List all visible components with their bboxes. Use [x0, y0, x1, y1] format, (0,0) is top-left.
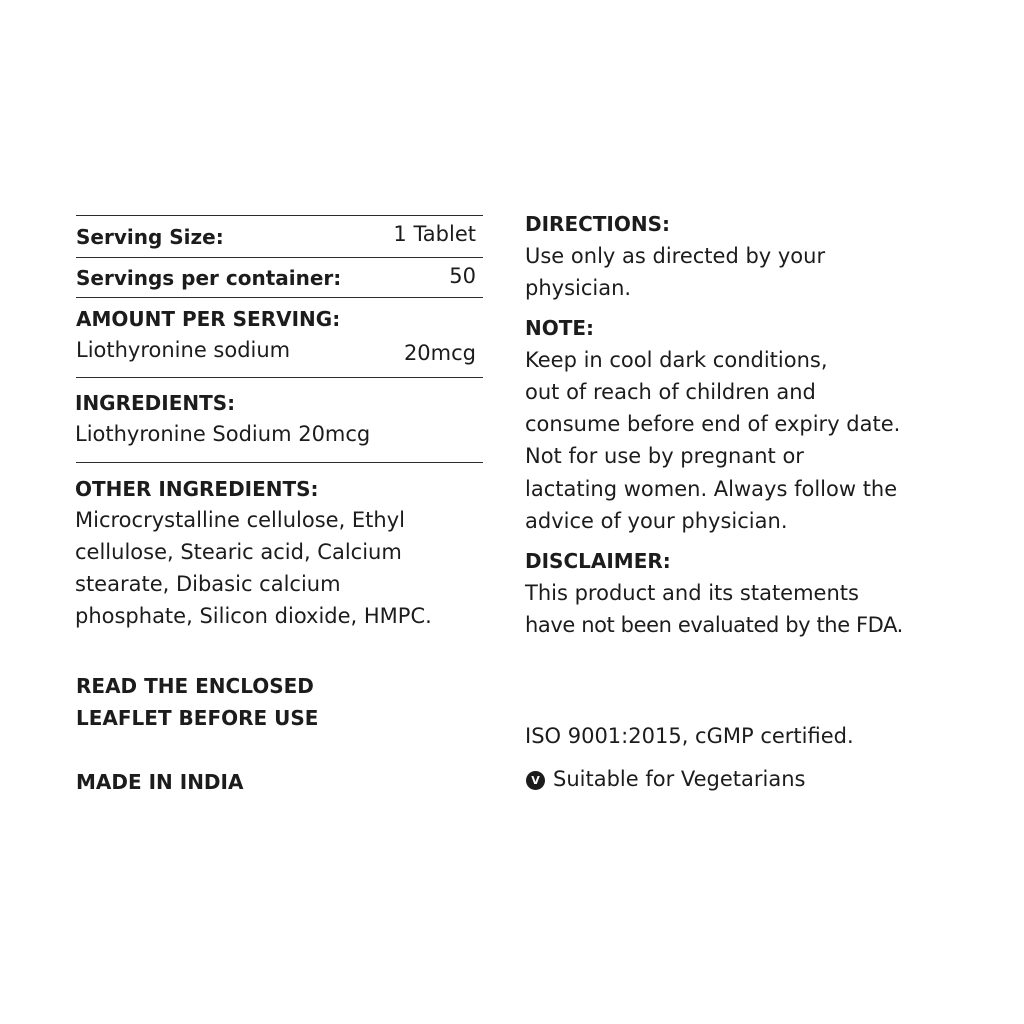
- disclaimer-line: have not been evaluated by the FDA.: [525, 613, 903, 637]
- disclaimer-heading: DISCLAIMER:: [525, 549, 671, 573]
- directions-line: Use only as directed by your: [525, 244, 826, 268]
- vegetarian-icon: V: [526, 771, 545, 790]
- other-ingredients-line: phosphate, Silicon dioxide, HMPC.: [75, 604, 432, 628]
- leaflet-notice-line: LEAFLET BEFORE USE: [76, 706, 319, 730]
- note-line: Keep in cool dark conditions,: [525, 348, 828, 372]
- amount-item-value: 20mcg: [403, 341, 476, 365]
- amount-item-name: Liothyronine sodium: [76, 338, 291, 362]
- note-line: lactating women. Always follow the: [525, 477, 898, 501]
- made-in-india: MADE IN INDIA: [76, 770, 244, 794]
- note-line: advice of your physician.: [525, 509, 788, 533]
- note-line: out of reach of children and: [525, 380, 816, 404]
- servings-per-container-value: 50: [449, 264, 476, 288]
- note-line: Not for use by pregnant or: [525, 444, 804, 468]
- ingredients-rule: [76, 462, 483, 463]
- note-heading: NOTE:: [525, 316, 595, 340]
- other-ingredients-line: cellulose, Stearic acid, Calcium: [75, 540, 402, 564]
- serving-size-rule: [76, 257, 483, 258]
- amount-rule: [76, 377, 483, 378]
- serving-size-value: 1 Tablet: [393, 222, 476, 246]
- top-rule: [76, 215, 483, 216]
- servings-rule: [76, 297, 483, 298]
- servings-per-container-label: Servings per container:: [76, 266, 342, 290]
- leaflet-notice-line: READ THE ENCLOSED: [76, 674, 314, 698]
- iso-certification: ISO 9001:2015, cGMP certified.: [525, 724, 854, 748]
- note-line: consume before end of expiry date.: [525, 412, 901, 436]
- directions-heading: DIRECTIONS:: [525, 212, 671, 236]
- other-ingredients-heading: OTHER INGREDIENTS:: [75, 477, 319, 501]
- ingredients-text: Liothyronine Sodium 20mcg: [75, 422, 371, 446]
- directions-line: physician.: [525, 276, 632, 300]
- vegetarian-label: Suitable for Vegetarians: [553, 767, 806, 791]
- disclaimer-line: This product and its statements: [525, 581, 859, 605]
- amount-per-serving-heading: AMOUNT PER SERVING:: [76, 307, 341, 331]
- other-ingredients-line: Microcrystalline cellulose, Ethyl: [75, 508, 405, 532]
- serving-size-label: Serving Size:: [76, 225, 224, 249]
- ingredients-heading: INGREDIENTS:: [75, 391, 236, 415]
- other-ingredients-line: stearate, Dibasic calcium: [75, 572, 341, 596]
